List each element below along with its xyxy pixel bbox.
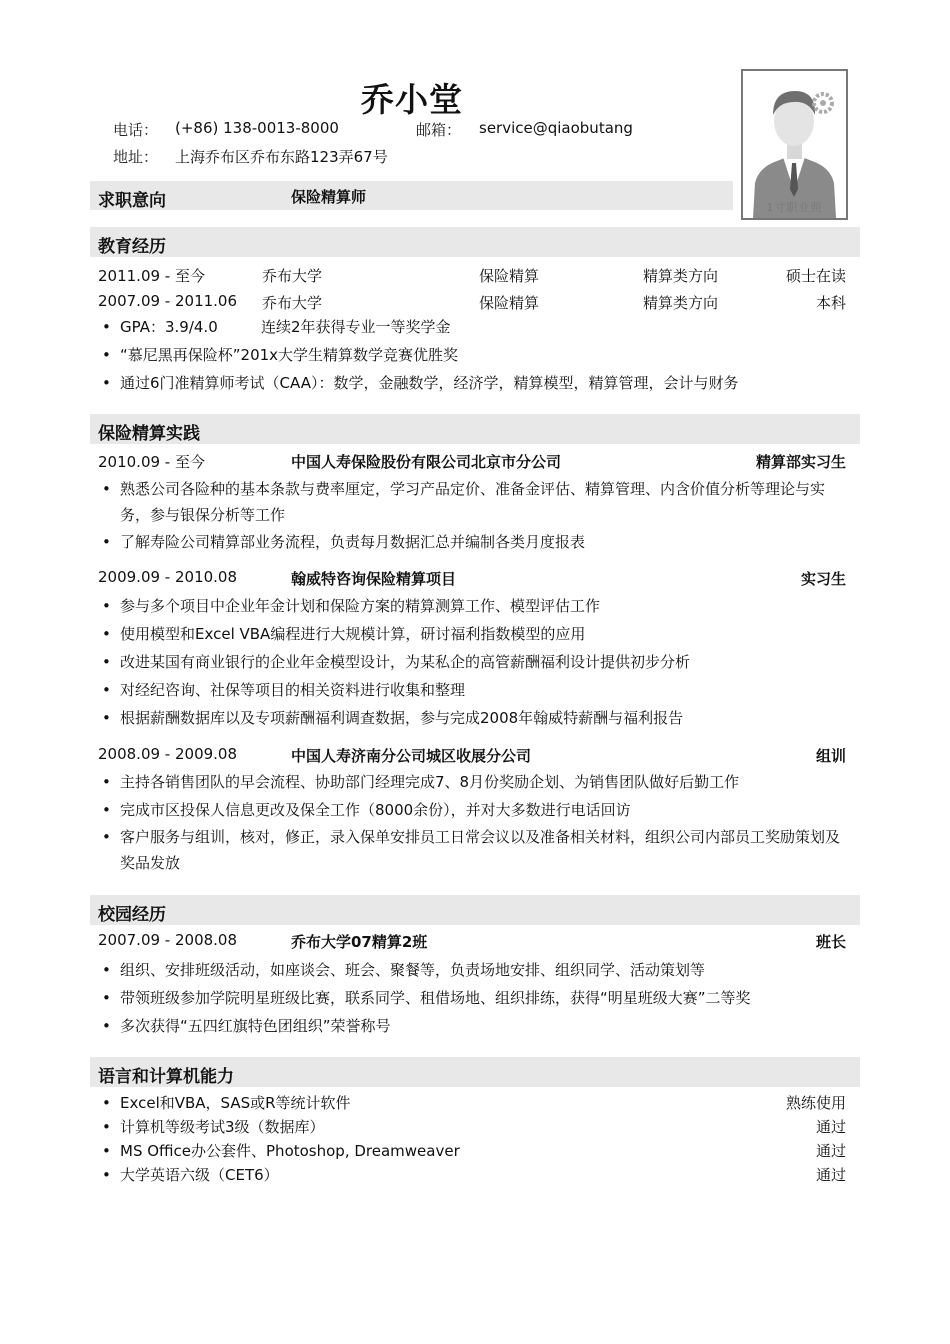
edu-direction: 精算类方向 (643, 294, 719, 312)
job-org: 中国人寿济南分公司城区收展分公司 (291, 747, 532, 765)
job-role: 组训 (815, 747, 846, 765)
list-item: • 多次获得“五四红旗特色团组织”荣誉称号 (98, 1012, 846, 1040)
skills-list (98, 1091, 846, 1187)
skill-level: 通过 (815, 1118, 846, 1136)
list-item: • 组织、安排班级活动，如座谈会、班会、聚餐等，负责场地安排、组织同学、活动策划等 (98, 956, 846, 984)
gpa-note: 连续2年获得专业一等奖学金 (261, 318, 451, 336)
edu-degree: 硕士在读 (785, 267, 846, 285)
edu-school: 乔布大学 (262, 267, 323, 285)
list-item (98, 1115, 846, 1139)
section-bar-campus (90, 895, 860, 925)
job-date: 2010.09 - 至今 (98, 453, 205, 471)
profile-photo-placeholder (741, 69, 848, 220)
intent-value: 保险精算师 (291, 188, 367, 206)
section-title-practice: 保险精算实践 (98, 424, 200, 444)
edu-major: 保险精算 (479, 267, 540, 285)
skill-name: Excel和VBA，SAS或R等统计软件 (120, 1094, 351, 1112)
section-title-skills: 语言和计算机能力 (98, 1067, 234, 1087)
list-item: • 对经纪咨询、社保等项目的相关资料进行收集和整理 (98, 676, 846, 704)
skill-level: 通过 (815, 1166, 846, 1184)
list-item: • 完成市区投保人信息更改及保全工作（8000余份），并对大多数进行电话回访 (98, 796, 846, 824)
skill-name: 大学英语六级（CET6） (120, 1166, 279, 1184)
job-date: 2008.09 - 2009.08 (98, 745, 238, 763)
section-bar-education (90, 227, 860, 257)
job-header (98, 745, 846, 769)
campus-role: 班长 (815, 933, 846, 951)
address-value: 上海乔布区乔布东路123弄67号 (175, 148, 388, 166)
skill-level: 熟练使用 (785, 1094, 846, 1112)
section-title-campus: 校园经历 (98, 905, 166, 925)
list-item: • “慕尼黑再保险杯”201x大学生精算数学竞赛优胜奖 (98, 341, 846, 369)
section-title-education: 教育经历 (98, 237, 166, 257)
campus-header (98, 931, 846, 955)
list-item (98, 1163, 846, 1187)
section-bar-practice (90, 414, 860, 444)
job-org: 翰威特咨询保险精算项目 (291, 570, 457, 588)
list-item: • 改进某国有商业银行的企业年金模型设计，为某私企的高管薪酬福利设计提供初步分析 (98, 648, 846, 676)
list-item: • 通过6门准精算师考试（CAA）：数学，金融数学，经济学，精算模型，精算管理，会计与财务 (98, 369, 846, 397)
phone-value: (+86) 138-0013-8000 (175, 119, 339, 137)
edu-school: 乔布大学 (262, 294, 323, 312)
list-item: • 了解寿险公司精算部业务流程，负责每月数据汇总并编制各类月度报表 (98, 528, 846, 556)
campus-bullets (98, 956, 846, 1040)
section-bar-skills (90, 1057, 860, 1087)
list-item: • 主持各销售团队的早会流程、协助部门经理完成7、8月份奖励企划、为销售团队做好后勤工作 (98, 768, 846, 796)
edu-degree: 本科 (815, 294, 846, 312)
edu-direction: 精算类方向 (643, 267, 719, 285)
list-item: • 使用模型和Excel VBA编程进行大规模计算，研讨福利指数模型的应用 (98, 620, 846, 648)
job-header (98, 568, 846, 592)
skill-level: 通过 (815, 1142, 846, 1160)
photo-caption: 1寸职业照 (766, 201, 823, 214)
avatar-silhouette-icon (743, 71, 846, 218)
gpa: GPA：3.9/4.0 (120, 318, 218, 336)
list-item: • 客户服务与组训，核对，修正，录入保单安排员工日常会议以及准备相关材料，组织公司内部员工奖励策划及奖品发放 (98, 824, 846, 876)
job-role: 实习生 (800, 570, 846, 588)
list-item (98, 1139, 846, 1163)
job-bullets (98, 476, 846, 556)
list-item: • 熟悉公司各险种的基本条款与费率厘定，学习产品定价、准备金评估、精算管理、内含价值分析等理论与实务，参与银保分析等工作 (98, 476, 846, 528)
resume-name: 乔小堂 (361, 80, 463, 119)
section-title-intent: 求职意向 (98, 191, 166, 211)
list-item: • 参与多个项目中企业年金计划和保险方案的精算测算工作、模型评估工作 (98, 592, 846, 620)
section-bar-intent (90, 181, 733, 210)
job-bullets (98, 592, 846, 732)
campus-org: 乔布大学07精算2班 (291, 933, 428, 951)
email-label: 邮箱： (416, 121, 462, 139)
edu-major: 保险精算 (479, 294, 540, 312)
job-bullets (98, 768, 846, 876)
skill-name: MS Office办公套件、Photoshop, Dreamweaver (120, 1142, 460, 1160)
phone-label: 电话： (113, 121, 159, 139)
job-header (98, 451, 846, 475)
campus-date: 2007.09 - 2008.08 (98, 931, 238, 949)
list-item (98, 1091, 846, 1115)
list-item: • 带领班级参加学院明星班级比赛，联系同学、租借场地、组织排练，获得“明星班级大赛”二等奖 (98, 984, 846, 1012)
education-bullets (98, 313, 846, 397)
edu-date: 2011.09 - 至今 (98, 267, 205, 285)
skill-name: 计算机等级考试3级（数据库） (120, 1118, 325, 1136)
email-value: service@qiaobutang (479, 119, 633, 137)
job-org: 中国人寿保险股份有限公司北京市分公司 (291, 453, 562, 471)
job-role: 精算部实习生 (755, 453, 846, 471)
education-row (98, 265, 846, 289)
address-label: 地址： (113, 148, 159, 166)
edu-date: 2007.09 - 2011.06 (98, 292, 238, 310)
list-item: • 根据薪酬数据库以及专项薪酬福利调查数据，参与完成2008年翰威特薪酬与福利报告 (98, 704, 846, 732)
list-item (98, 313, 846, 341)
job-date: 2009.09 - 2010.08 (98, 568, 238, 586)
